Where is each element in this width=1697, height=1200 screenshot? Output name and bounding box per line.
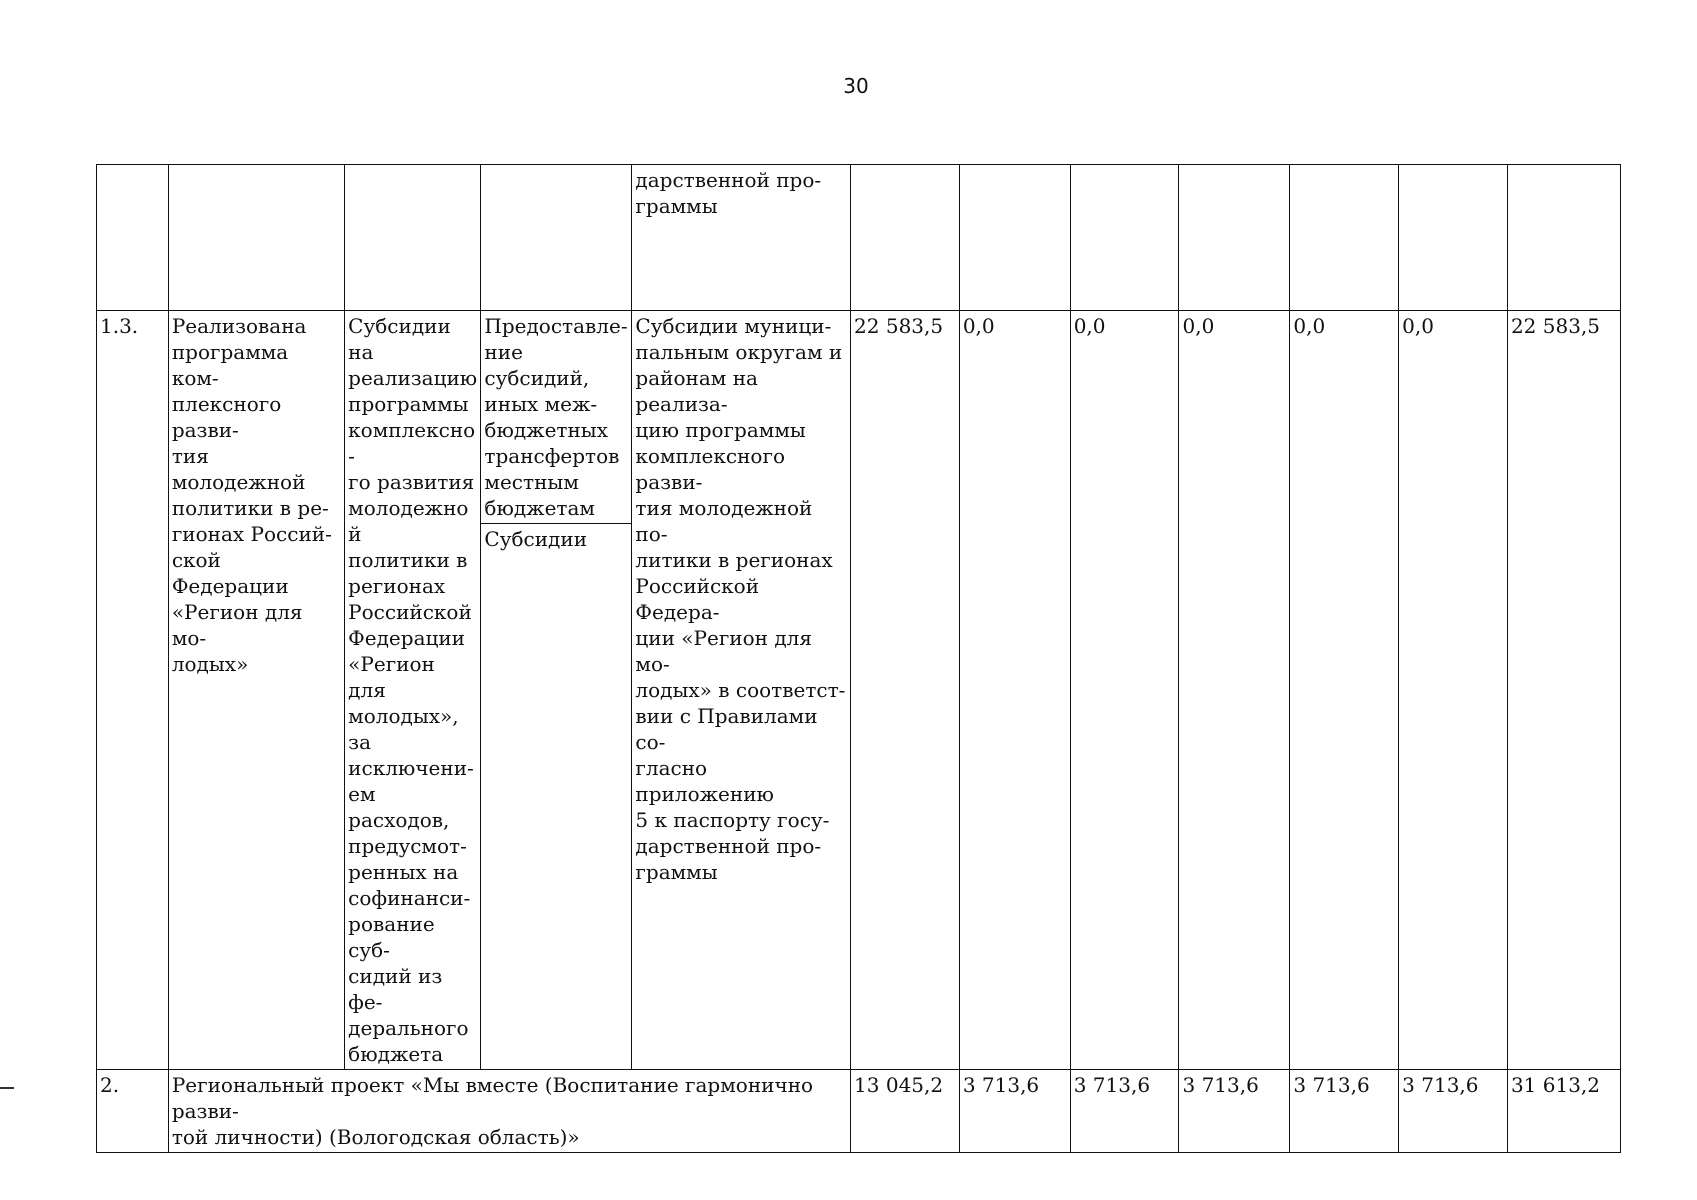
- table-row-continuation: [97, 165, 1621, 311]
- cell-type: [481, 165, 632, 311]
- cell-name: Региональный проект «Мы вместе (Воспитание гармонично разви- той личности) (Вологодская область)»: [168, 1070, 850, 1153]
- cell-value: [1070, 165, 1179, 311]
- cell-value: 0,0: [1290, 311, 1399, 1070]
- cell-description: дарственной про- граммы: [632, 165, 851, 311]
- cell-value: [851, 165, 960, 311]
- cell-value: 3 713,6: [959, 1070, 1070, 1153]
- budget-table: [96, 164, 1621, 1153]
- cell-direction: [345, 165, 481, 311]
- cell-value: 22 583,5: [851, 311, 960, 1070]
- cell-type: [481, 311, 632, 1070]
- table-row-2: [97, 1070, 1621, 1153]
- cell-value: 3 713,6: [1070, 1070, 1179, 1153]
- cell-num: 2.: [97, 1070, 169, 1153]
- cell-value: [1179, 165, 1290, 311]
- cell-description: Субсидии муници- пальным округам и районам на реализа- цию программы комплексного разви- тия молодежной по- литики в регионах Российской Федера- ции «Регион для мо- лодых» в соответст- вии с Правилами со- гласно приложению 5 к паспорту госу- дарственной про- граммы: [632, 311, 851, 1070]
- cell-value: [1507, 165, 1620, 311]
- cell-num: 1.3.: [97, 311, 169, 1070]
- table-row-1-3: [97, 311, 1621, 1070]
- cell-value: 0,0: [959, 311, 1070, 1070]
- cell-value: [1290, 165, 1399, 311]
- cell-value: 0,0: [1179, 311, 1290, 1070]
- cell-value: 13 045,2: [851, 1070, 960, 1153]
- cell-direction: Субсидии на реализацию программы комплексно- го развития молодежной политики в регионах Российской Федерации «Регион для молодых», за исключени- ем расходов, предусмот- ренных на софинанси- рование суб- сидий из фе- дерального бюджета: [345, 311, 481, 1070]
- cell-name: Реализована программа ком- плексного разви- тия молодежной политики в ре- гионах Россий- ской Федерации «Регион для мо- лодых»: [168, 311, 344, 1070]
- margin-mark: [0, 1087, 14, 1089]
- cell-name: [168, 165, 344, 311]
- cell-value: 31 613,2: [1507, 1070, 1620, 1153]
- cell-value: 22 583,5: [1507, 311, 1620, 1070]
- cell-value: 0,0: [1399, 311, 1508, 1070]
- cell-value: [959, 165, 1070, 311]
- cell-value: 3 713,6: [1399, 1070, 1508, 1153]
- cell-value: [1399, 165, 1508, 311]
- page-number: 30: [843, 74, 869, 98]
- cell-value: 3 713,6: [1179, 1070, 1290, 1153]
- cell-type-top: Предоставле- ние субсидий, иных меж- бюджетных трансфертов местным бюджетам: [481, 311, 631, 524]
- cell-num: [97, 165, 169, 311]
- cell-type-bottom: Субсидии: [484, 527, 588, 551]
- cell-value: 0,0: [1070, 311, 1179, 1070]
- cell-value: 3 713,6: [1290, 1070, 1399, 1153]
